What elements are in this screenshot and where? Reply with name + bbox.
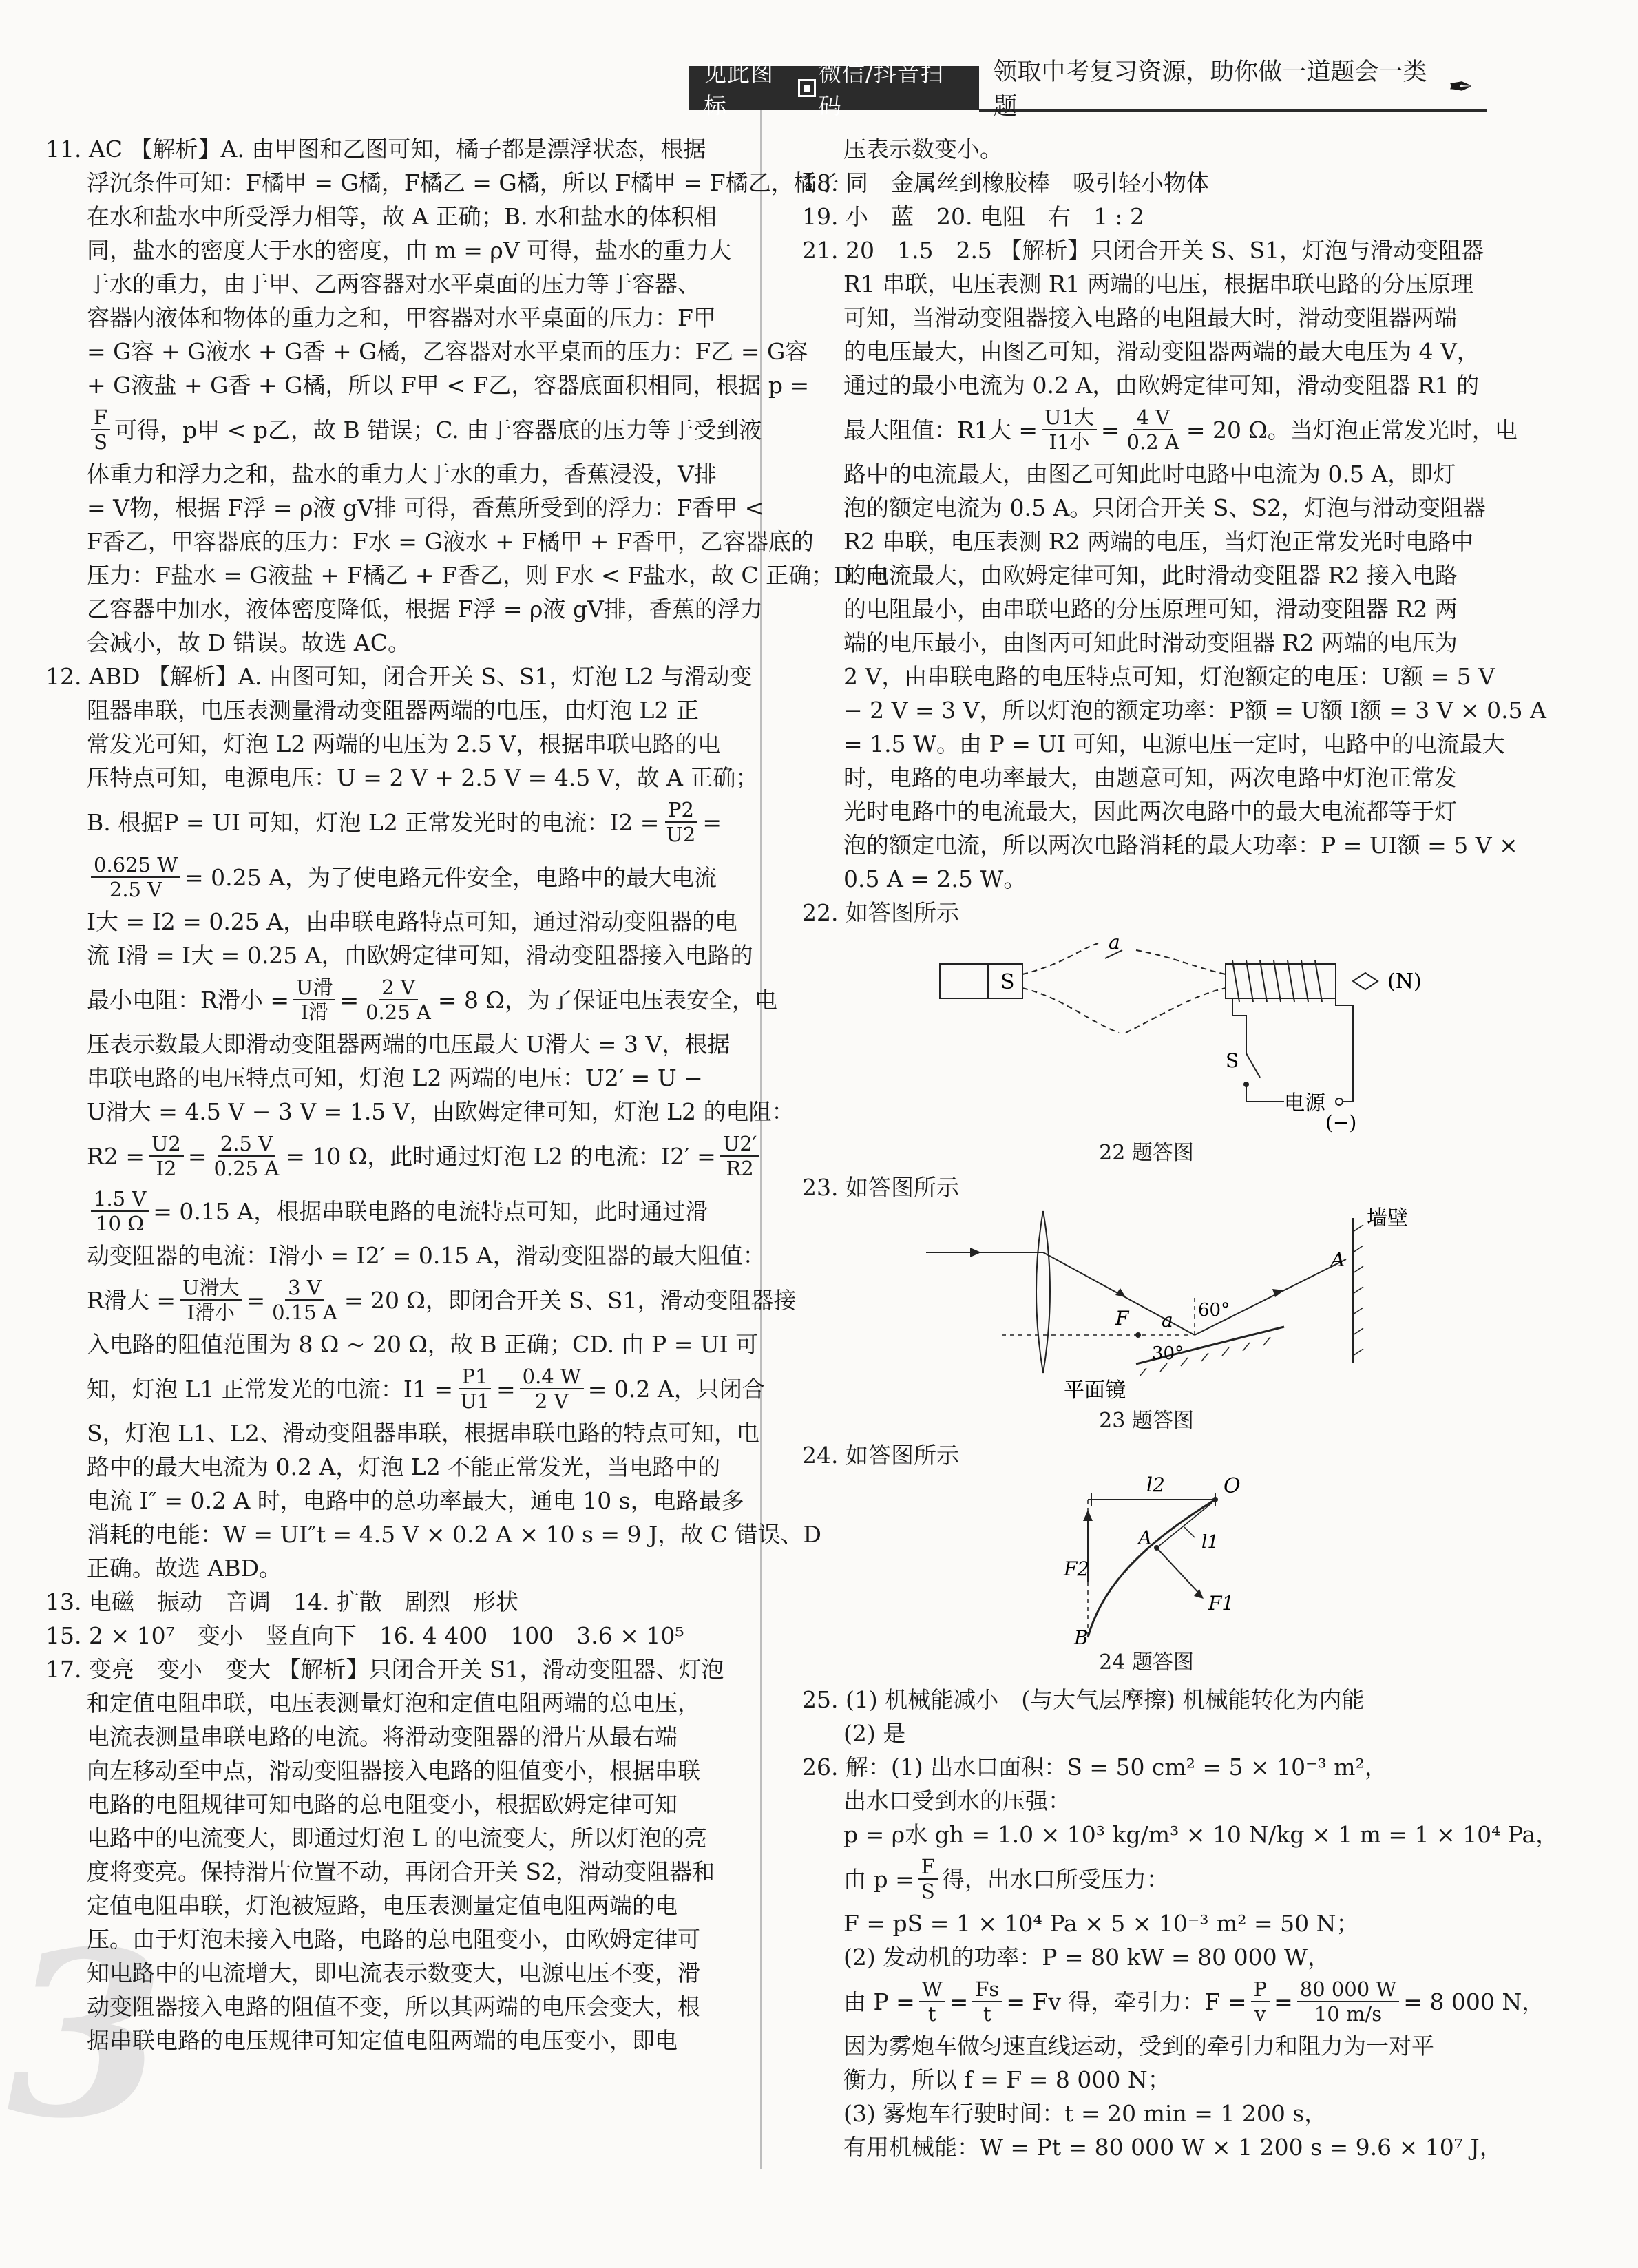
text-line: 入电路的阻值范围为 8 Ω ~ 20 Ω，故 B 正确；CD. 由 P = UI 可 — [87, 1331, 759, 1358]
figure-23 — [802, 1204, 1491, 1433]
text-line: 17. 变亮 变小 变大 【解析】只闭合开关 S1，滑动变阻器、灯泡 — [45, 1656, 724, 1683]
fraction: $\frac{P2}{U2}$ — [666, 798, 696, 846]
answer-24: 24. 如答图所示 — [802, 1442, 959, 1469]
text-line: 有用机械能：W = Pt = 80 000 W × 1 200 s = 9.6 × 10⁷ J， — [843, 2134, 1502, 2161]
fraction: $\frac{0.4 W}{2 V}$ — [520, 1365, 584, 1413]
text-line: 11. AC 【解析】A. 由甲图和乙图可知，橘子都是漂浮状态，根据 — [45, 136, 706, 162]
figure-24-caption: 24 题答图 — [1099, 1650, 1194, 1674]
fraction: $\frac{U2}{I2}$ — [149, 1132, 184, 1180]
answer-13-14: 13. 电磁 振动 音调 14. 扩散 剧烈 形状 — [45, 1588, 518, 1615]
fraction: $\frac{F}{S}$ — [918, 1855, 938, 1903]
text-line: I大 = I2 = 0.25 A，由串联电路特点可知，通过滑动变阻器的电 — [87, 908, 738, 935]
text-line: 压力：F盐水 = G液盐 + F橘乙 + F香乙，则 F水 < F盐水，故 C 正确；D. 向 — [87, 562, 889, 589]
text-line: 出水口受到水的压强： — [843, 1787, 1071, 1814]
text-line: 电路的电阻规律可知电路的总电阻变小，根据欧姆定律可知 — [87, 1791, 678, 1818]
text-line: 的电流最大，由欧姆定律可知，此时滑动变阻器 R2 接入电路 — [843, 562, 1458, 589]
svg-text:A: A — [1138, 1526, 1153, 1549]
text-line: 会减小，故 D 错误。故选 AC。 — [87, 629, 411, 656]
text-line: 常发光可知，灯泡 L2 两端的电压为 2.5 V，根据串联电路的电 — [87, 731, 721, 757]
text-line: (2) 是 — [843, 1720, 906, 1747]
text-line: 12. ABD 【解析】A. 由图可知，闭合开关 S、S1，灯泡 L2 与滑动变 — [45, 663, 753, 690]
banner-scan-tag — [689, 60, 979, 119]
fraction: $\frac{W}{t}$ — [919, 1977, 945, 2026]
svg-text:F: F — [1115, 1307, 1129, 1330]
text-line: 度将变亮。保持滑片位置不动，再闭合开关 S2，滑动变阻器和 — [87, 1858, 715, 1885]
svg-text:l1: l1 — [1201, 1532, 1219, 1553]
text-line: 2 V，由串联电路的电压特点可知，灯泡额定的电压：U额 = 5 V — [843, 663, 1495, 690]
fraction: $\frac{\text{U滑}}{\text{I滑}}$ — [293, 976, 335, 1024]
text-line: 的电压最大，由图乙可知，滑动变阻器两端的最大电压为 4 V， — [843, 338, 1480, 365]
text-line: F = pS = 1 × 10⁴ Pa × 5 × 10⁻³ m² = 50 N； — [843, 1910, 1359, 1937]
formula-line: $\frac{1.5 V}{10 \Omega}$ = 0.15 A，根据串联电路的电流特点可知，此时通过滑 — [45, 1184, 734, 1239]
fraction: $\frac{2.5 V}{0.25 A}$ — [213, 1132, 280, 1180]
text-line: 可知，当滑动变阻器接入电路的电阻最大时，滑动变阻器两端 — [843, 304, 1457, 331]
answer-11 — [45, 132, 889, 660]
svg-text:平面镜: 平面镜 — [1064, 1378, 1126, 1403]
svg-text:a: a — [1109, 931, 1120, 954]
text-line: (2) 发动机的功率：P = 80 kW = 80 000 W， — [843, 1944, 1330, 1971]
fraction: $\frac{0.625 W}{2.5 V}$ — [91, 853, 180, 901]
banner-left-text-b: 微信/抖音扫码 — [818, 60, 944, 119]
text-line: 消耗的电能：W = UI″t = 4.5 V × 0.2 A × 10 s = 9 J，故 C 错误、D — [87, 1521, 821, 1548]
banner-slogan-text: 领取中考复习资源，助你做一道题会一类题 — [993, 58, 1427, 120]
formula-line: R2 = $\frac{U2}{I2}$ = $\frac{2.5 V}{0.25 A}$ = 10 Ω，此时通过灯泡 L2 的电流：I2′ = $\frac{U2'}{R2}$ — [45, 1128, 734, 1184]
text-line: S，灯泡 L1、L2、滑动变阻器串联，根据串联电路的特点可知，电 — [87, 1420, 759, 1447]
svg-text:(N): (N) — [1387, 969, 1422, 994]
banner-slogan — [979, 58, 1487, 120]
text-line: 压。由于灯泡未接入电路，电路的总电阻变小，由欧姆定律可 — [87, 1926, 700, 1953]
pen-icon: ✒ — [1448, 70, 1473, 105]
svg-text:电源: 电源 — [1284, 1091, 1325, 1115]
formula-line: 最大阻值：R1大 = $\frac{\text{U1大}}{\text{I1小}}$ = $\frac{4 V}{0.2 A}$ = 20 Ω。当灯泡正常发光时，电 — [843, 406, 1518, 454]
text-line: 路中的电流最大，由图乙可知此时电路中电流为 0.5 A，即灯 — [843, 461, 1456, 487]
figure-24 — [802, 1472, 1491, 1674]
text-line: 在水和盐水中所受浮力相等，故 A 正确；B. 水和盐水的体积相 — [87, 203, 717, 230]
svg-text:A: A — [1331, 1248, 1345, 1271]
text-line: 电流表测量串联电路的电流。将滑动变阻器的滑片从最右端 — [87, 1723, 678, 1750]
formula-line: 最小电阻：R滑小 = $\frac{\text{U滑}}{\text{I滑}}$ = $\frac{2 V}{0.25 A}$ = 8 Ω，为了保证电压表安全，电 — [87, 976, 777, 1024]
right-column — [802, 132, 1559, 2164]
banner-left-text-a: 见此图标 — [704, 60, 774, 119]
text-line: 浮沉条件可知：F橘甲 = G橘，F橘乙 = G橘，所以 F橘甲 = F橘乙，橘子 — [87, 169, 839, 196]
svg-text:a: a — [1162, 1309, 1173, 1332]
figure-22-caption: 22 题答图 — [1099, 1141, 1194, 1165]
formula-line: $\frac{0.625 W}{2.5 V}$ = 0.25 A，为了使电路元件安全，电路中的最大电流 — [45, 850, 734, 905]
answer-25: 25. (1) 机械能减小 (与大气层摩擦) 机械能转化为内能 — [802, 1686, 1365, 1713]
svg-text:(−): (−) — [1325, 1111, 1357, 1134]
formula-line: 由 P = $\frac{W}{t}$ = $\frac{Fs}{t}$ = Fv 得，牵引力：F = $\frac{P}{v}$ = $\frac{80 000 W}{10 m/s}$ = 8 000 N， — [843, 1977, 1545, 2026]
answer-21: 21. 20 1.5 2.5 【解析】只闭合开关 S、S1，灯泡与滑动变阻器 — [802, 237, 1484, 264]
formula-line: B. 根据P = UI 可知，灯泡 L2 正常发光时的电流：I2 = $\frac{P2}{U2}$ = — [87, 798, 722, 846]
text-line: 流 I滑 = I大 = 0.25 A，由欧姆定律可知，滑动变阻器接入电路的 — [87, 942, 753, 969]
text-line: 串联电路的电压特点可知，灯泡 L2 两端的电压：U2′ = U − — [87, 1064, 703, 1091]
text-line: 知电路中的电流增大，即电流表示数变大，电源电压不变，滑 — [87, 1960, 700, 1986]
text-line: F香乙，甲容器底的压力：F水 = G液水 + F橘甲 + F香甲，乙容器底的 — [87, 528, 814, 555]
svg-text:S: S — [1000, 970, 1015, 994]
answer-17 — [45, 1652, 734, 2057]
svg-text:B: B — [1074, 1626, 1089, 1644]
fraction: $\frac{P1}{U1}$ — [460, 1365, 490, 1413]
text-line: 光时电路中的电流最大，因此两次电路中的最大电流都等于灯 — [843, 798, 1457, 825]
text-line: = V物，根据 F浮 = ρ液 gV排 可得，香蕉所受到的浮力：F香甲 < — [87, 494, 764, 521]
fraction: $\frac{P}{v}$ — [1251, 1977, 1270, 2026]
fraction: $\frac{F}{S}$ — [91, 406, 110, 454]
fraction: $\frac{\text{U1大}}{\text{I1小}}$ — [1042, 406, 1097, 454]
text-line: + G液盐 + G香 + G橘，所以 F甲 < F乙，容器底面积相同，根据 p = — [87, 372, 810, 399]
text-line: 压表示数最大即滑动变阻器两端的电压最大 U滑大 = 3 V，根据 — [87, 1031, 731, 1058]
text-line: 泡的额定电流为 0.5 A。只闭合开关 S、S2，灯泡与滑动变阻器 — [843, 494, 1486, 521]
text-line: R2 串联，电压表测 R2 两端的电压，当灯泡正常发光时电路中 — [843, 528, 1474, 555]
svg-text:60°: 60° — [1198, 1300, 1230, 1321]
formula-line: R滑大 = $\frac{\text{U滑大}}{\text{I滑小}}$ = $\frac{3 V}{0.15 A}$ = 20 Ω，即闭合开关 S、S1，滑动变阻器接 — [87, 1276, 797, 1324]
page-number-watermark: 3 — [7, 1901, 165, 2168]
header-banner — [689, 58, 1487, 120]
fraction: $\frac{1.5 V}{10 \Omega}$ — [91, 1187, 149, 1235]
text-line: 通过的最小电流为 0.2 A，由欧姆定律可知，滑动变阻器 R1 的 — [843, 372, 1480, 399]
svg-text:30°: 30° — [1152, 1343, 1184, 1364]
fraction: $\frac{4 V}{0.2 A}$ — [1126, 406, 1179, 454]
text-line: p = ρ水 gh = 1.0 × 10³ kg/m³ × 10 N/kg × 1 m = 1 × 10⁴ Pa， — [843, 1821, 1559, 1848]
answer-18: 18. 同 金属丝到橡胶棒 吸引轻小物体 — [802, 169, 1209, 196]
text-line: = G容 + G液水 + G香 + G橘，乙容器对水平桌面的压力：F乙 = G容 — [87, 338, 808, 365]
fraction: $\frac{3 V}{0.15 A}$ — [272, 1276, 337, 1324]
text-line: (3) 雾炮车行驶时间：t = 20 min = 1 200 s， — [843, 2100, 1327, 2127]
svg-text:F1: F1 — [1208, 1592, 1235, 1615]
text-line: 泡的额定电流，所以两次电路消耗的最大功率：P = UI额 = 5 V × — [843, 832, 1518, 859]
text-line: 0.5 A = 2.5 W。 — [843, 865, 1027, 892]
text-line: 体重力和浮力之和，盐水的重力大于水的重力，香蕉浸没，V排 — [87, 461, 717, 487]
answer-26: 26. 解：(1) 出水口面积：S = 50 cm² = 5 × 10⁻³ m²， — [802, 1754, 1387, 1781]
figure-22 — [802, 930, 1491, 1165]
svg-text:l2: l2 — [1146, 1473, 1165, 1496]
formula-line: $\frac{F}{S}$ 可得，p甲 < p乙，故 B 错误；C. 由于容器底的压力等于受到液 — [45, 402, 734, 457]
fraction: $\frac{\text{U滑大}}{\text{I滑小}}$ — [180, 1276, 242, 1324]
answer-23: 23. 如答图所示 — [802, 1174, 959, 1201]
qr-icon — [798, 79, 816, 97]
answer-15-16: 15. 2 × 10⁷ 变小 竖直向下 16. 4 400 100 3.6 × 10⁵ — [45, 1622, 684, 1649]
text-line: 定值电阻串联，灯泡被短路，电压表测量定值电阻两端的电 — [87, 1892, 678, 1919]
electromagnet-diagram — [802, 930, 1491, 1136]
fraction: $\frac{Fs}{t}$ — [972, 1977, 1002, 2026]
text-line: 阻器串联，电压表测量滑动变阻器两端的电压，由灯泡 L2 正 — [87, 697, 699, 724]
svg-text:墙壁: 墙壁 — [1367, 1206, 1408, 1230]
text-line: 压表示数变小。 — [843, 136, 1002, 162]
text-line: 路中的最大电流为 0.2 A，灯泡 L2 不能正常发光，当电路中的 — [87, 1453, 721, 1480]
text-line: R1 串联，电压表测 R1 两端的电压，根据串联电路的分压原理 — [843, 271, 1474, 297]
lens-mirror-diagram — [802, 1204, 1491, 1404]
fraction: $\frac{U2'}{R2}$ — [720, 1132, 759, 1180]
svg-text:F2: F2 — [1064, 1557, 1090, 1580]
text-line: 据串联电路的电压规律可知定值电阻两端的电压变小，即电 — [87, 2027, 678, 2054]
text-line: = 1.5 W。由 P = UI 可知，电源电压一定时，电路中的电流最大 — [843, 731, 1505, 757]
lever-diagram — [802, 1472, 1491, 1644]
text-line: 电路中的电流变大，即通过灯泡 L 的电流变大，所以灯泡的亮 — [87, 1825, 707, 1851]
text-line: 因为雾炮车做匀速直线运动，受到的牵引力和阻力为一对平 — [843, 2033, 1434, 2059]
answer-22: 22. 如答图所示 — [802, 899, 959, 926]
text-line: 向左移动至中点，滑动变阻器接入电路的阻值变小，根据串联 — [87, 1757, 700, 1784]
text-line: 和定值电阻串联，电压表测量灯泡和定值电阻两端的总电压， — [87, 1690, 700, 1716]
svg-text:O: O — [1224, 1474, 1241, 1498]
text-line: 动变阻器的电流：I滑小 = I2′ = 0.15 A，滑动变阻器的最大阻值： — [87, 1242, 766, 1269]
text-line: 的电阻最小，由串联电路的分压原理可知，滑动变阻器 R2 两 — [843, 596, 1458, 622]
answer-19-20: 19. 小 蓝 20. 电阻 右 1 : 2 — [802, 203, 1145, 230]
answer-12 — [45, 660, 821, 1585]
text-line: 正确。故选 ABD。 — [87, 1555, 282, 1582]
text-line: 动变阻器接入电路的阻值不变，所以其两端的电压会变大，根 — [87, 1993, 700, 2020]
text-line: 于水的重力，由于甲、乙两容器对水平桌面的压力等于容器、 — [87, 271, 700, 297]
text-line: − 2 V = 3 V，所以灯泡的额定功率：P额 = U额 I额 = 3 V × 0.5 A — [843, 697, 1546, 724]
fraction: $\frac{80 000 W}{10 m/s}$ — [1297, 1977, 1400, 2026]
text-line: 压特点可知，电源电压：U = 2 V + 2.5 V = 4.5 V，故 A 正确； — [87, 764, 759, 791]
text-line: 电流 I″ = 0.2 A 时，电路中的总功率最大，通电 10 s，电路最多 — [87, 1487, 744, 1514]
text-line: 时，电路的电功率最大，由题意可知，两次电路中灯泡正常发 — [843, 764, 1457, 791]
text-line: 容器内液体和物体的重力之和，甲容器对水平桌面的压力：F甲 — [87, 304, 716, 331]
fraction: $\frac{2 V}{0.25 A}$ — [366, 976, 431, 1024]
svg-text:S: S — [1226, 1049, 1239, 1072]
text-line: 乙容器中加水，液体密度降低，根据 F浮 = ρ液 gV排，香蕉的浮力 — [87, 596, 763, 622]
formula-line: 由 p = $\frac{F}{S}$ 得，出水口所受压力： — [843, 1855, 1169, 1903]
text-line: U滑大 = 4.5 V − 3 V = 1.5 V，由欧姆定律可知，灯泡 L2 的电阻： — [87, 1098, 795, 1125]
text-line: 端的电压最小，由图丙可知此时滑动变阻器 R2 两端的电压为 — [843, 629, 1458, 656]
figure-23-caption: 23 题答图 — [1099, 1409, 1194, 1433]
formula-line: 知，灯泡 L1 正常发光的电流：I1 = $\frac{P1}{U1}$ = $\frac{0.4 W}{2 V}$ = 0.2 A，只闭合 — [87, 1365, 765, 1413]
text-line: 同，盐水的密度大于水的密度，由 m = ρV 可得，盐水的重力大 — [87, 237, 732, 264]
text-line: 衡力，所以 f = F = 8 000 N； — [843, 2066, 1170, 2093]
